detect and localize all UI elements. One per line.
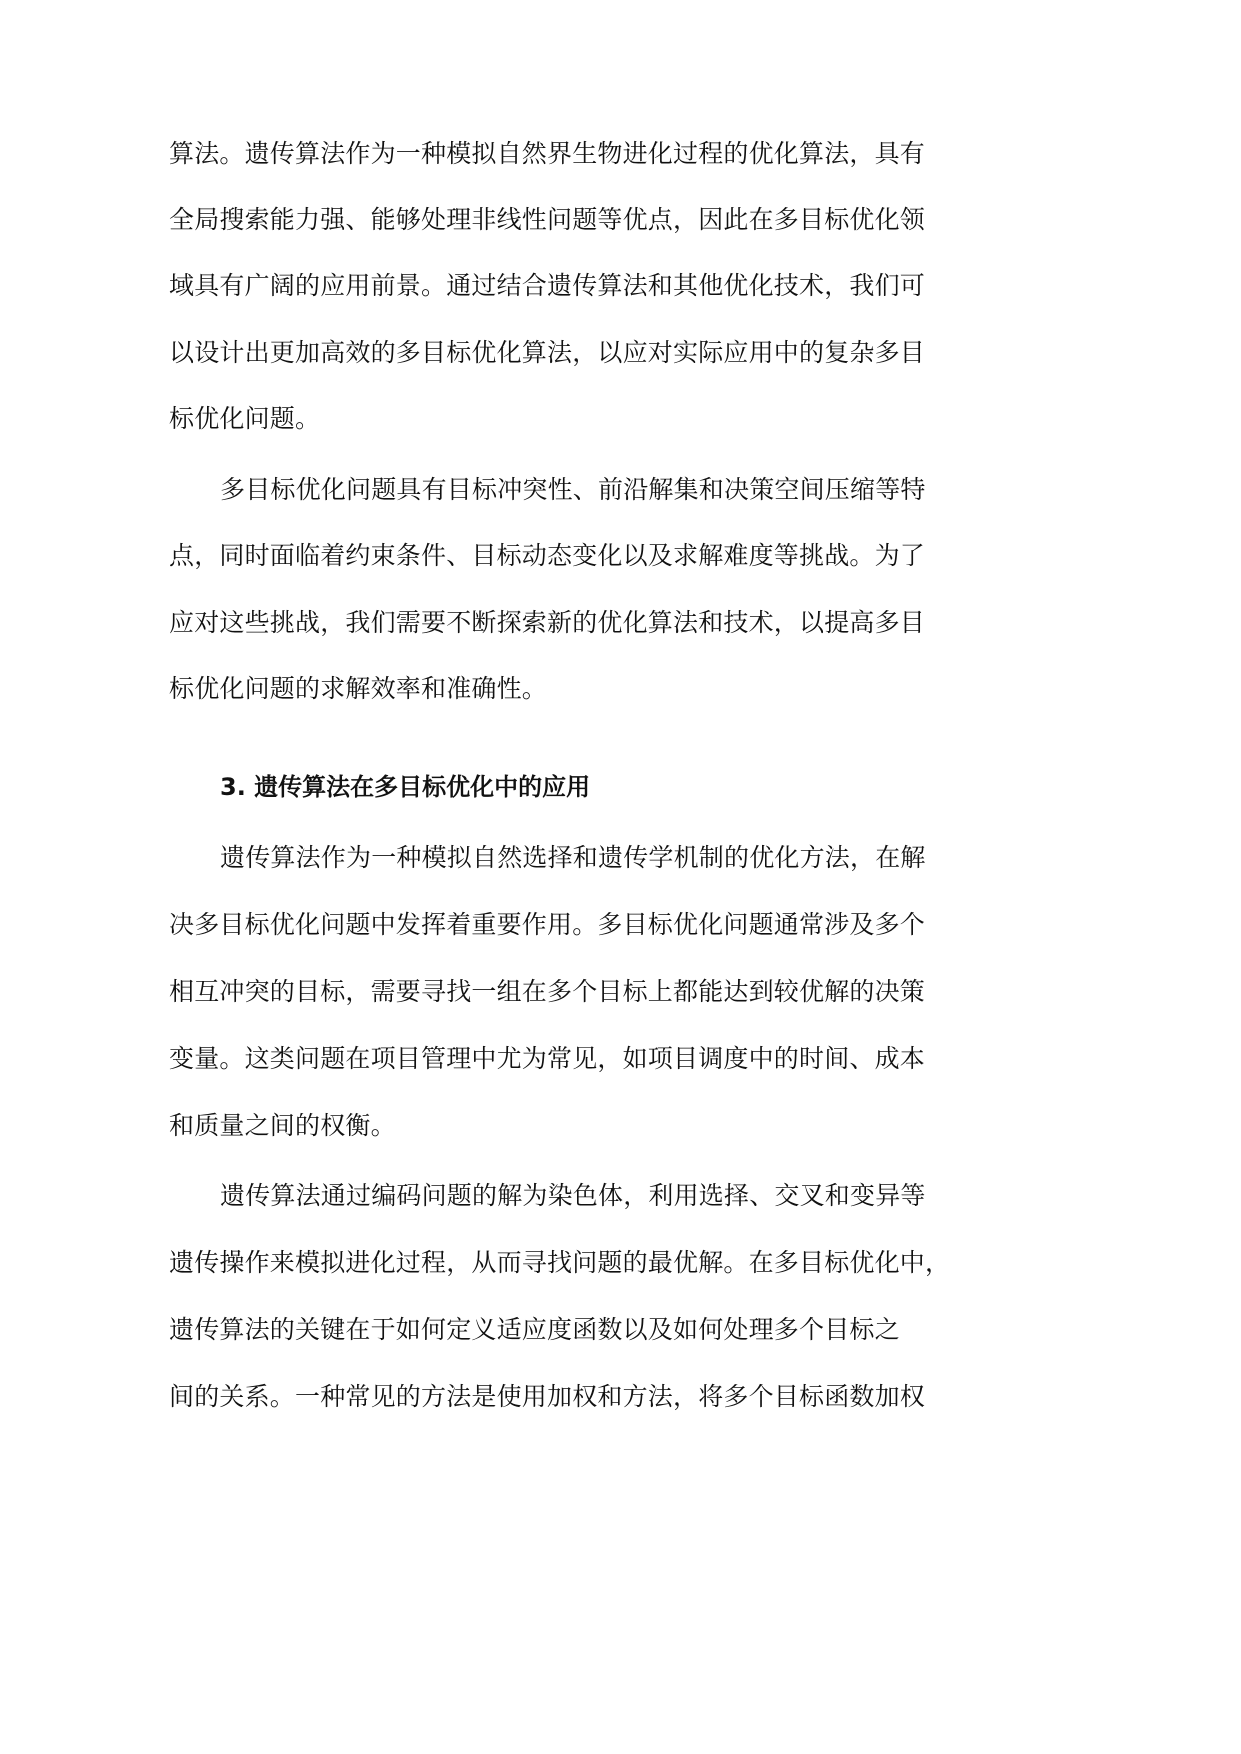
paragraph-4-line-2: 遗传操作来模拟进化过程，从而寻找问题的最优解。在多目标优化中，	[169, 1248, 951, 1277]
paragraph-1-line-3: 域具有广阔的应用前景。通过结合遗传算法和其他优化技术，我们可	[169, 271, 926, 300]
paragraph-2-line-1: 多目标优化问题具有目标冲突性、前沿解集和决策空间压缩等特	[220, 475, 926, 504]
paragraph-1-line-4: 以设计出更加高效的多目标优化算法，以应对实际应用中的复杂多目	[169, 338, 926, 367]
paragraph-4-line-4: 间的关系。一种常见的方法是使用加权和方法，将多个目标函数加权	[169, 1382, 926, 1411]
paragraph-4-line-3: 遗传算法的关键在于如何定义适应度函数以及如何处理多个目标之	[169, 1315, 900, 1344]
paragraph-2-line-4: 标优化问题的求解效率和准确性。	[169, 674, 548, 703]
paragraph-4-line-1: 遗传算法通过编码问题的解为染色体，利用选择、交叉和变异等	[220, 1181, 926, 1210]
paragraph-3-line-4: 变量。这类问题在项目管理中尤为常见，如项目调度中的时间、成本	[169, 1044, 926, 1073]
paragraph-3-line-3: 相互冲突的目标，需要寻找一组在多个目标上都能达到较优解的决策	[169, 977, 926, 1006]
paragraph-1-line-5: 标优化问题。	[169, 404, 321, 433]
paragraph-3-line-5: 和质量之间的权衡。	[169, 1111, 396, 1140]
paragraph-2-line-2: 点，同时面临着约束条件、目标动态变化以及求解难度等挑战。为了	[169, 541, 926, 570]
paragraph-3-line-2: 决多目标优化问题中发挥着重要作用。多目标优化问题通常涉及多个	[169, 910, 926, 939]
paragraph-3-line-1: 遗传算法作为一种模拟自然选择和遗传学机制的优化方法，在解	[220, 843, 926, 872]
paragraph-2-line-3: 应对这些挑战，我们需要不断探索新的优化算法和技术，以提高多目	[169, 608, 926, 637]
paragraph-1-line-1: 算法。遗传算法作为一种模拟自然界生物进化过程的优化算法，具有	[169, 139, 926, 168]
section-heading: 3. 遗传算法在多目标优化中的应用	[220, 773, 591, 801]
paragraph-1-line-2: 全局搜索能力强、能够处理非线性问题等优点，因此在多目标优化领	[169, 205, 926, 234]
